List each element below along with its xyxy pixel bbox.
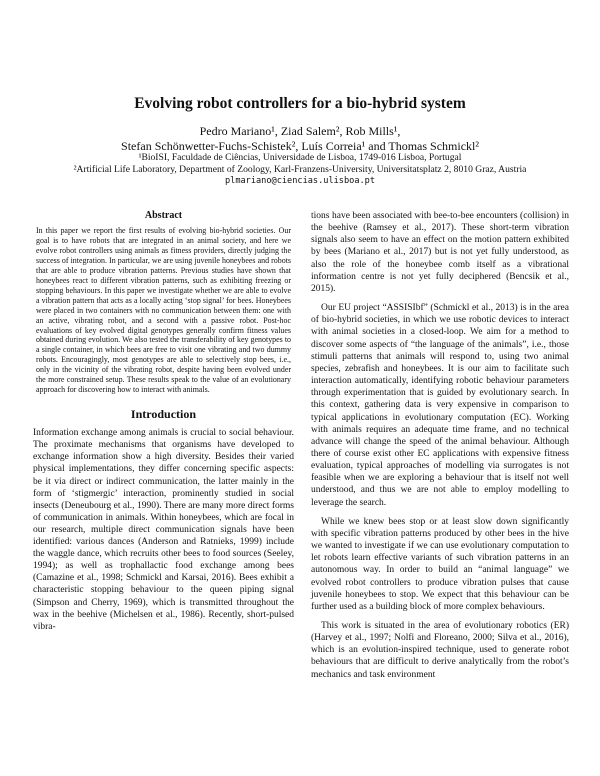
abstract-heading: Abstract — [144, 210, 183, 221]
right-paragraph-4: This work is situated in the area of evolutionary robotics (ER) (Harvey et al., 1997; Nolfi and Floreano, 2000; Silva et al., 2016), which is an evolution-inspired technique, used to generate robot behaviours that are difficult to derive analytically from the robot’s mechanics and task environment — [311, 621, 569, 680]
authors-line-2: Stefan Schönwetter-Fuchs-Schistek², Luís Correia¹ and Thomas Schmickl² — [121, 138, 479, 153]
introduction-heading: Introduction — [130, 407, 197, 422]
right-column — [311, 210, 569, 681]
abstract-text: In this paper we report the first results of evolving bio-hybrid societies. Our goal is to have robots that are integrated in an animal society, and here we evolve robot controllers using animals as fitness providers, directly judging the success of integration. In particular, we are using juvenile honeybees and robots that are able to produce vibration patterns. Previous studies have shown that honeybees react to different vibration patterns, such as exhibiting freezing or stopping behaviours. In this paper we investigate whether we are able to evolve a vibration pattern that acts as a locally acting ‘stop signal’ for bees. Honeybees were placed in two containers with no communication between them: one with an active, vibrating robot, and a second with a passive robot. Post-hoc evaluations of key evolved digital genotypes generally confirm fitness values obtained during evolution. We also tested the transferability of key genotypes to a single container, in which bees are free to visit one vibrating and two dummy robots. Encouragingly, most genotypes are able to selectively stop bees, i.e., only in the vicinity of the vibrating robot, despite having been evolved under the more constrained setup. These results speak to the value of an evolutionary approach for discovering how to interact with animals. — [36, 226, 291, 395]
left-column — [33, 210, 294, 633]
contact-email: plmariano@ciencias.ulisboa.pt — [224, 175, 376, 186]
authors-line-1: Pedro Mariano¹, Ziad Salem², Rob Mills¹, — [199, 124, 401, 138]
affiliation-2: ²Artificial Life Laboratory, Department of Zoology, Karl-Franzens-University, Universitatsplatz 2, 8010 Graz, Austria — [73, 163, 527, 175]
introduction-paragraph-1: Information exchange among animals is crucial to social behaviour. The proximate mechanisms that organisms have developed to exchange information show a high diversity. Besides their varied physical implementations, they differ concerning specific aspects: be it via direct or indirect communication, the latter mainly in the form of ‘stigmergic’ interaction, prominently studied in social insects (Deneubourg et al., 1990). There are many more direct forms of communication in animals. Within honeybees, which are focal in our research, multiple direct communication signals have been identified: various dances (Anderson and Ratnieks, 1999) include the waggle dance, which recruits other bees to food sources (Seeley, 1994); as well as trophallactic food exchange among bees (Camazine et al., 1998; Schmickl and Karsai, 2016). Bees exhibit a characteristic stopping behaviour to the queen piping signal (Simpson and Cherry, 1969), which is transmitted throughout the wax in the beehive (Michelsen et al., 1986). Recently, short-pulsed vibra- — [33, 428, 294, 632]
right-paragraph-2: Our EU project “ASSISIbf” (Schmickl et al., 2013) is in the area of bio-hybrid societies, in which we use robotic devices to interact with animal societies in a closed-loop. We aim for a method to discover some aspects of “the language of the animals”, i.e., those stimuli patterns that animals will respond to, using two animal species, zebrafish and honeybees. It is our aim to facilitate such interaction automatically, identifying robotic behaviour parameters through experimentation that is guided by evolutionary search. In this context, gathering data is very expensive in comparison to typical applications in evolutionary computation (EC). Working with animals requires an adequate time frame, and no technical advance will change the speed of the animal behaviour. Although there of course exist other EC applications with expensive fitness evaluation, typical approaches of modelling via surrogates is not feasible when we are exploring a behaviour that is itself not well understood, and thus we are not able to employ modelling to leverage the search. — [311, 303, 569, 508]
affiliations — [0, 152, 600, 187]
affiliation-1: ¹BioISI, Faculdade de Ciências, Universidade de Lisboa, 1749-016 Lisboa, Portugal — [138, 152, 462, 163]
right-paragraph-1: tions have been associated with bee-to-bee encounters (collision) in the beehive (Ramsey et al., 2017). These short-term vibration signals also seem to have an effect on the motion pattern exhibited by bees (Mariano et al., 2017) but is not yet fully understood, as also the role of the honeybee comb itself as a vibrational information centre is not yet fully deciphered (Bencsik et al., 2015). — [311, 211, 569, 294]
author-list — [0, 124, 600, 153]
paper-title: Evolving robot controllers for a bio-hybrid system — [134, 95, 466, 112]
right-paragraph-3: While we knew bees stop or at least slow down significantly with specific vibration patterns produced by other bees in the hive we wanted to investigate if we can use evolutionary computation to let robots learn effective variants of such vibration patterns in an autonomous way. In order to build an “animal language” we evolved robot controllers to produce vibration pulses that cause juvenile honeybees to stop. We expect that this behaviour can be further used as a building block of more complex behaviours. — [311, 516, 569, 612]
